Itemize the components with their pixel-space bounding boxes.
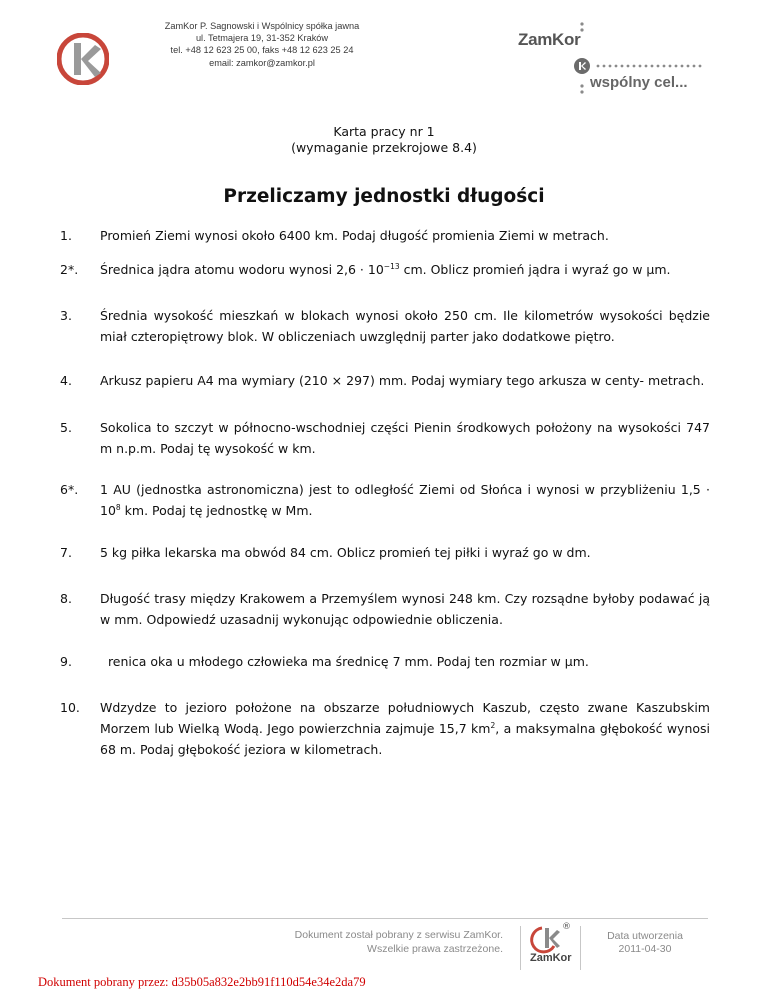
worksheet-heading [0, 124, 768, 156]
brand-slogan: wspólny cel... [590, 74, 688, 91]
task-number: 9. [60, 654, 72, 669]
footer-line: Dokument został pobrany z serwisu ZamKor. [294, 929, 503, 941]
download-watermark: Dokument pobrany przez: d35b05a832e2bb91f110d54e34e2da79 [38, 975, 366, 989]
task-number: 10. [60, 700, 80, 715]
footer-divider [62, 918, 708, 919]
task-exponent: 8 [115, 503, 121, 512]
page-title: Przeliczamy jednostki długości [223, 186, 545, 207]
task-text-part: cm. Oblicz promień jądra i wyraź go w μm. [399, 262, 671, 277]
task-number: 6*. [60, 482, 79, 497]
task-text: Promień Ziemi wynosi około 6400 km. Podaj długość promienia Ziemi w metrach. [100, 228, 609, 243]
task-text-part: Średnica jądra atomu wodoru wynosi 2,6 · 10 [100, 262, 384, 277]
task-number: 3. [60, 308, 72, 323]
worksheet-requirement: (wymaganie przekrojowe 8.4) [291, 140, 477, 155]
company-address [122, 20, 402, 69]
task-text [100, 697, 710, 760]
task-text: Sokolica to szczyt w północno-wschodniej części Pienin środkowych położony na wysokości 747 m n.p.m. Podaj tę wysokość w km. [100, 420, 710, 456]
task-text-part: Wdzydze to jezioro położone na obszarze południowych Kaszub, często zwane Kaszubskim Morzem lub Wielką Wodą. Jego powierzchnia zajmuje 15,7 km [100, 700, 710, 736]
company-line: ZamKor P. Sagnowski i Wspólnicy spółka jawna [164, 21, 360, 31]
worksheet-number: Karta pracy nr 1 [333, 124, 435, 139]
task-number: 4. [60, 373, 72, 388]
task-text-part: 1 AU (jednostka astronomiczna) jest to odległość Ziemi od Słońca i wynosi w przybliżeniu 1,5 · 10 [100, 482, 710, 518]
footer-line: Wszelkie prawa zastrzeżone. [367, 943, 503, 955]
dotted-line-horizontal [596, 64, 706, 68]
task-text: renica oka u młodego człowieka ma średnicę 7 mm. Podaj ten rozmiar w μm. [100, 654, 589, 669]
date-value: 2011-04-30 [618, 943, 672, 955]
footer-separator [520, 926, 521, 970]
date-label: Data utworzenia [607, 930, 683, 942]
task-number: 2*. [60, 262, 79, 277]
brand-name: ZamKor [518, 30, 581, 49]
task-text: Długość trasy między Krakowem a Przemyślem wynosi 248 km. Czy rozsądne byłoby podawać ją w mm. Odpowiedź uzasadnij wykonując odpowiednie obliczenia. [100, 591, 710, 627]
company-line: tel. +48 12 623 25 00, faks +48 12 623 25 24 [170, 45, 354, 56]
task-text-part: , a maksymalna głębokość wynosi 68 m. Podaj głębokość jeziora w kilometrach. [100, 721, 710, 757]
task-number: 1. [60, 228, 72, 243]
company-line: ul. Tetmajera 19, 31-352 Kraków [195, 33, 329, 44]
task-text-part: km. Podaj tę jednostkę w Mm. [120, 503, 313, 518]
footer-copyright [240, 928, 503, 956]
creation-date [585, 930, 705, 956]
company-line: email: zamkor@zamkor.pl [209, 57, 315, 68]
task-number: 7. [60, 545, 72, 560]
task-text [100, 259, 710, 280]
zamkor-logo-icon [57, 33, 109, 85]
task-text: Średnia wysokość mieszkań w blokach wynosi około 250 cm. Ile kilometrów wysokości będzie miał czteropiętrowy blok. W obliczeniach uwzględnij parter jako dodatkowe piętro. [100, 308, 710, 344]
registered-mark: ® [562, 922, 571, 932]
task-number: 8. [60, 591, 72, 606]
brand-block [512, 20, 712, 95]
brand-k-icon [574, 58, 590, 74]
footer-logo-name: ZamKor [530, 952, 572, 964]
task-text [100, 479, 710, 521]
task-text: Arkusz papieru A4 ma wymiary (210 × 297) mm. Podaj wymiary tego arkusza w centy- metrach. [100, 373, 705, 388]
task-exponent: 2 [490, 721, 496, 730]
footer-separator [580, 926, 581, 970]
task-exponent: −13 [383, 262, 400, 271]
task-text: 5 kg piłka lekarska ma obwód 84 cm. Oblicz promień tej piłki i wyraź go w dm. [100, 545, 591, 560]
task-number: 5. [60, 420, 72, 435]
